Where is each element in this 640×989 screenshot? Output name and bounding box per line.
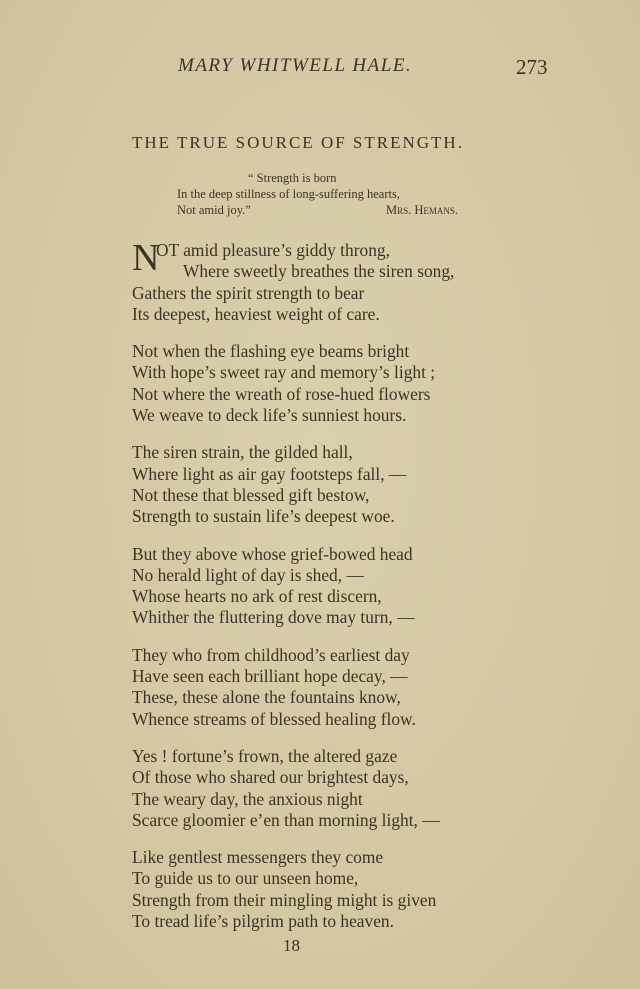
stanza (132, 847, 454, 932)
poem-line: Strength to sustain life’s deepest woe. (132, 506, 395, 527)
poem-line: But they above whose grief-bowed head (132, 543, 413, 564)
poem-line: Have seen each brilliant hope decay, — (132, 666, 408, 687)
poem-line: To guide us to our unseen home, (132, 868, 359, 889)
stanza (132, 746, 454, 831)
poem-line: Not when the flashing eye beams bright (132, 341, 410, 362)
poem-line: Like gentlest messengers they come (132, 847, 384, 868)
poem-line: Whither the fluttering dove may turn, — (132, 607, 415, 628)
poem-line: Its deepest, heaviest weight of care. (132, 303, 380, 324)
poem-line: The weary day, the anxious night (132, 788, 363, 809)
poem-title: THE TRUE SOURCE OF STRENGTH. (132, 133, 464, 152)
poem-line: Where sweetly breathes the siren song, (183, 261, 455, 282)
epigraph-line: Not amid joy.” (177, 203, 251, 217)
stanza (132, 544, 454, 629)
poem-line: Of those who shared our brightest days, (132, 767, 409, 788)
poem-line: Where light as air gay footsteps fall, — (132, 463, 407, 484)
running-head: MARY WHITWELL HALE. (178, 55, 413, 76)
poem-line: With hope’s sweet ray and memory’s light ; (132, 362, 436, 383)
poem-line: The siren strain, the gilded hall, (132, 442, 353, 463)
poem-line: These, these alone the fountains know, (132, 687, 401, 708)
poem-line: We weave to deck life’s sunniest hours. (132, 405, 407, 426)
poem-line: Not these that blessed gift bestow, (132, 484, 370, 505)
stanza (132, 237, 455, 325)
poem-body (132, 237, 455, 948)
epigraph-line: In the deep stillness of long-suffering hearts, (177, 187, 400, 201)
page-number: 273 (516, 55, 548, 79)
poem-line: Not where the wreath of rose-hued flowers (132, 383, 431, 404)
epigraph-attribution: Mrs. Hemans. (386, 203, 459, 217)
epigraph-line: “ Strength is born (248, 171, 337, 185)
drop-cap: N (132, 237, 160, 279)
poem-line-text: OT amid pleasure’s giddy throng, (156, 240, 390, 260)
signature-mark: 18 (283, 936, 300, 955)
poem-line: Yes ! fortune’s frown, the altered gaze (132, 745, 398, 766)
poem-line: They who from childhood’s earliest day (132, 644, 410, 665)
poem-line: To tread life’s pilgrim path to heaven. (132, 911, 394, 932)
poem-line: Strength from their mingling might is given (132, 889, 437, 910)
stanza (132, 442, 454, 527)
stanza (132, 645, 454, 730)
poem-line: Whence streams of blessed healing flow. (132, 708, 416, 729)
poem-line: Scarce gloomier e’en than morning light, — (132, 809, 440, 830)
poem-line: Gathers the spirit strength to bear (132, 282, 365, 303)
poem-line: Whose hearts no ark of rest discern, (132, 586, 382, 607)
stanza (132, 341, 454, 426)
poem-line: No herald light of day is shed, — (132, 564, 364, 585)
